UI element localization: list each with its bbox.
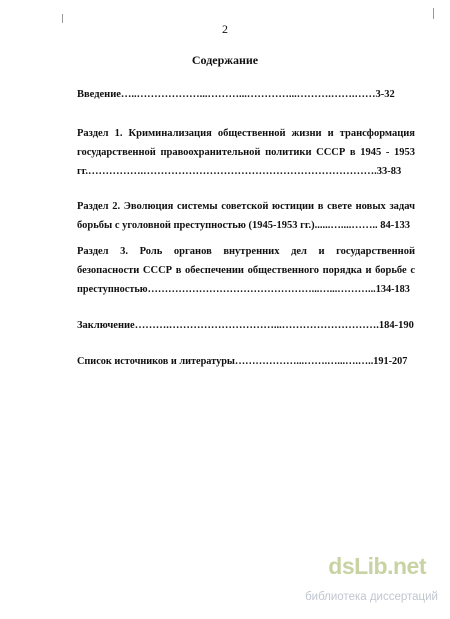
toc-entry-section-1-line-2: государственной правоохранительной политики СССР в 1945 - 1953 [77,147,415,158]
watermark-subtitle: библиотека диссертаций [305,591,438,603]
watermark [258,553,438,605]
toc-entry-section-2-line-1: Раздел 2. Эволюция системы советской юстиции в свете новых задач [77,201,415,212]
toc-entry-intro [77,85,415,104]
toc-entry-conclusion-text: Заключение……….…………………………...……………………….184-190 [77,320,414,331]
toc-entry-conclusion [77,316,415,335]
toc-entry-section-3-line-3: преступностью…………………………………………...…...………...134-183 [77,284,410,295]
page-number: 2 [222,22,228,36]
toc-entry-section-3 [77,242,415,299]
toc-entry-section-3-line-1: Раздел 3. Роль органов внутренних дел и государственной [77,246,415,257]
toc-entry-section-1 [77,124,415,181]
toc-entry-section-2-line-2: борьбы с уголовной преступностью (1945-1953 гг.)......…....…….. 84-133 [77,220,410,231]
watermark-logo: dsLib.net [328,553,426,579]
toc-entry-sources-text: Список источников и литературы………………...…….…...….…..191-207 [77,356,408,367]
toc-entry-section-3-line-2: безопасности СССР в обеспечении общественного порядка и борьбе с [77,265,415,276]
toc-entry-intro-text: Введение…..………………...………...…………...……….…….……3-32 [77,89,395,100]
toc-entry-section-1-line-1: Раздел 1. Криминализация общественной жизни и трансформация [77,128,415,139]
toc-entry-section-2 [77,197,415,235]
page-title: Содержание [191,53,259,67]
scan-mark-right [433,8,434,19]
toc-entry-sources [77,352,415,371]
toc-entry-section-1-line-3: гг.…………….………………………………………………………….33-83 [77,166,402,177]
